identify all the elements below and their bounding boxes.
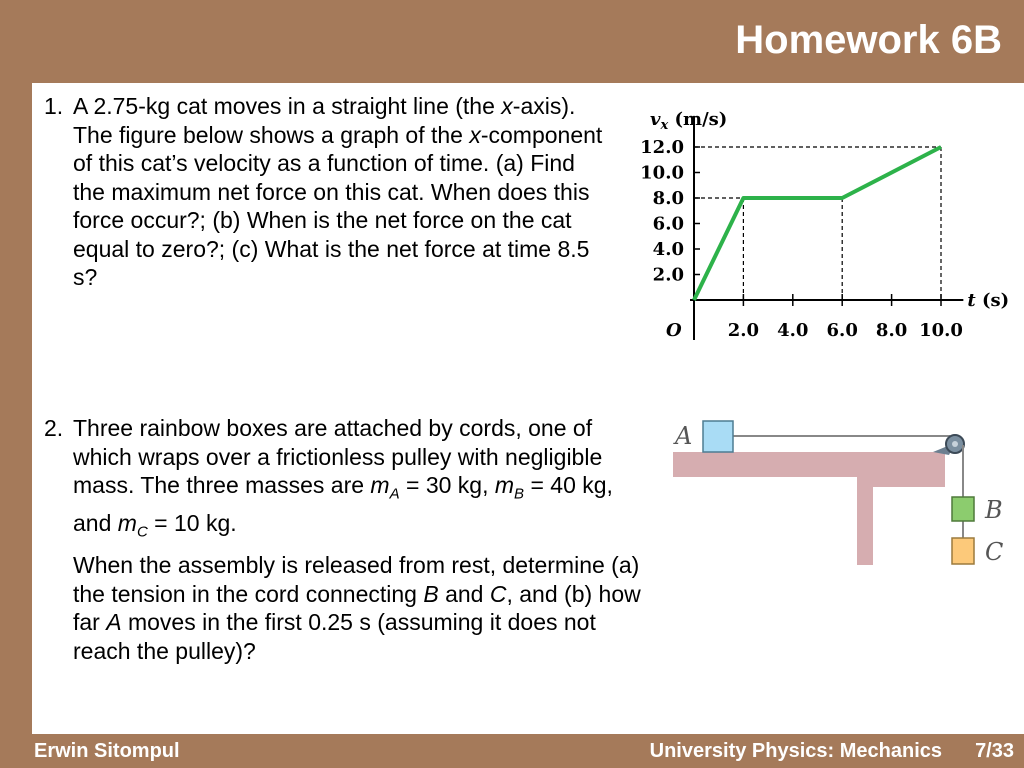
box-c-label: C (985, 538, 1004, 566)
x-tick-label: 2.0 (727, 320, 760, 341)
box-a (703, 421, 733, 452)
x-tick-label: 10.0 (919, 320, 963, 341)
problem-number: 2. (44, 415, 64, 441)
box-c (952, 538, 974, 564)
problem-text: A 2.75-kg cat moves in a straight line (the x-axis). The figure below shows a graph of the x-component of this cat’s velocity as a function of time. (a) Find the maximum net force on this cat. When does this force occur?; (b) When is the net force on the cat equal to zero?; (c) What is the net force at time 8.5 s? (73, 93, 603, 290)
problem-text: Three rainbow boxes are attached by cords, one of which wraps over a frictionless pulley with negligible mass. The three masses are $m_A = 30$ kg, $m_B = 40$ kg, and $m_C = 10$ kg. When the assembly is released from rest, determine (a) the tension in the cord connecting B and C, and (b) how far A moves in the first 0.25 s (assuming it does not reach the pulley)? (73, 415, 641, 664)
footer-author: Erwin Sitompul (34, 740, 180, 762)
y-tick-label: 2.0 (652, 264, 684, 286)
y-axis-label: $v_x$ (m/s) (650, 109, 728, 133)
box-a-label: A (675, 422, 693, 450)
footer-page-number: 7/33 (975, 740, 1014, 762)
velocity-series-line (694, 147, 941, 300)
y-tick-label: 6.0 (652, 213, 684, 235)
pulley-diagram (665, 415, 1024, 590)
box-b (952, 497, 974, 521)
slide-title: Homework 6B (735, 18, 1002, 62)
y-tick-label: 4.0 (652, 239, 684, 260)
x-tick-label: 8.0 (875, 320, 908, 341)
problem-number: 1. (44, 93, 64, 119)
y-tick-label: 10.0 (640, 162, 684, 184)
x-axis-label: t (s) (967, 290, 1010, 311)
origin-label: O (666, 320, 682, 341)
footer-course: University Physics: Mechanics (649, 740, 942, 762)
x-tick-label: 4.0 (777, 320, 809, 341)
y-tick-label: 12.0 (640, 137, 684, 158)
box-b-label: B (985, 496, 1003, 524)
y-tick-label: 8.0 (652, 188, 684, 209)
table-shape (673, 452, 945, 565)
velocity-time-graph (620, 95, 1020, 345)
x-tick-label: 6.0 (826, 320, 858, 341)
pulley-hub (952, 441, 958, 447)
